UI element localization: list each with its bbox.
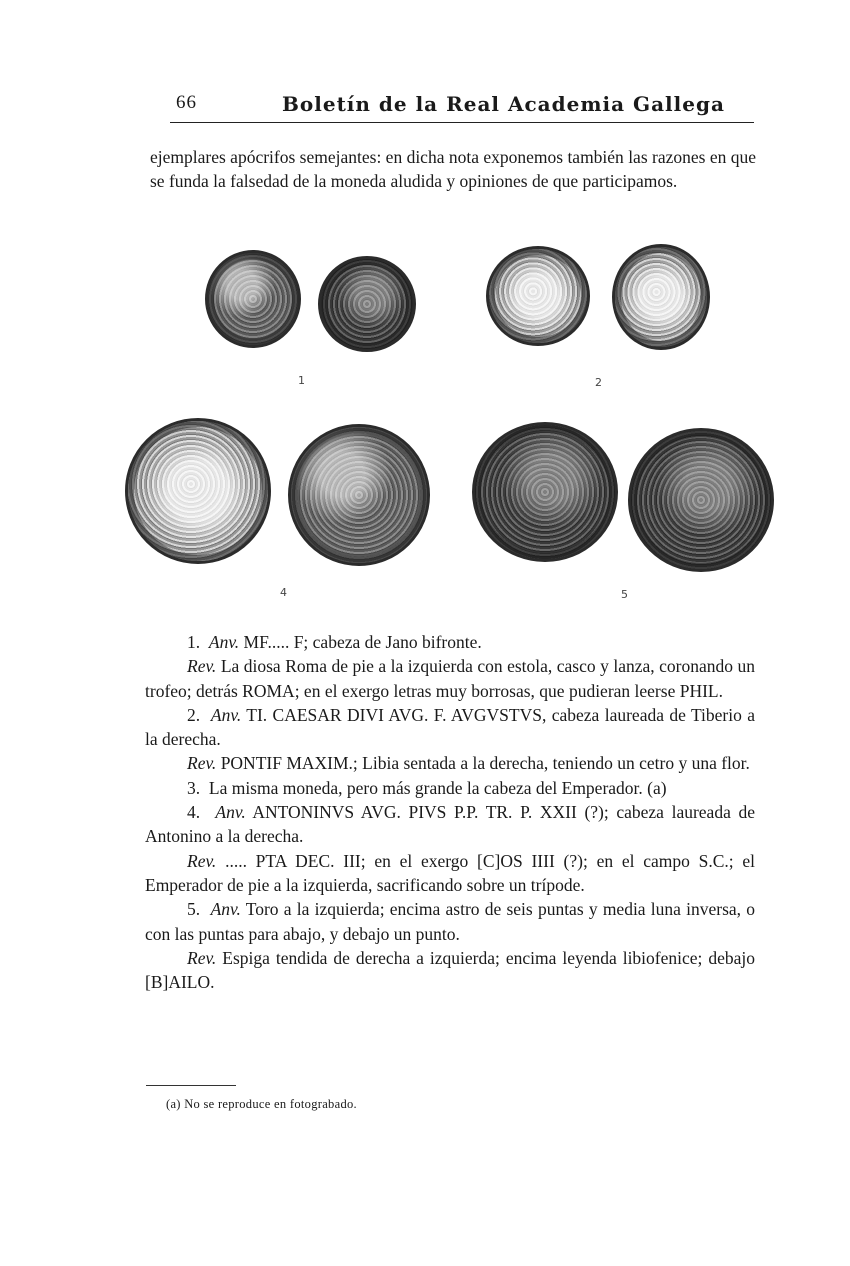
coin-descriptions <box>145 630 755 994</box>
entry-4-anv: 4. Anv. ANTONINVS AVG. PIVS P.P. TR. P. XXII (?); cabeza laureada de Antonino a la derecha. <box>145 802 755 847</box>
entry-1-rev: Rev. La diosa Roma de pie a la izquierda con estola, casco y lanza, coronando un trofeo; detrás ROMA; en el exergo letras muy borrosas, que pudieran leerse PHIL. <box>145 656 756 701</box>
header-rule <box>170 122 754 123</box>
intro-text: ejemplares apócrifos semejantes: en dicha nota exponemos también las razones en que se funda la falsedad de la moneda aludida y opiniones de que participamos. <box>150 147 756 191</box>
intro-paragraph <box>150 145 756 193</box>
coin-2-reverse <box>612 244 710 350</box>
entry-4-rev: Rev. ..... PTA DEC. III; en el exergo [C]OS IIII (?); en el campo S.C.; el Emperador de pie a la izquierda, sacrificando sobre un trípode. <box>145 850 755 895</box>
plate-label-4: 4 <box>280 586 287 599</box>
coin-2-obverse <box>486 246 590 346</box>
plate-label-2: 2 <box>595 376 602 389</box>
plate-label-5: 5 <box>621 588 628 601</box>
coin-5-obverse <box>628 428 774 572</box>
entry-3: 3. La misma moneda, pero más grande la cabeza del Emperador. (a) <box>187 777 667 798</box>
footnote: (a) No se reproduce en fotograbado. <box>166 1097 357 1111</box>
entry-5-rev: Rev. Espiga tendida de derecha a izquierda; encima leyenda libiofenice; debajo [B]AILO. <box>145 947 756 993</box>
coin-1-reverse <box>318 256 416 352</box>
entry-1-anv: 1. Anv. MF..... F; cabeza de Jano bifronte. <box>187 632 482 652</box>
coin-1-obverse <box>205 250 301 348</box>
page-number: 66 <box>176 92 197 113</box>
entry-2-rev: Rev. PONTIF MAXIM.; Libia sentada a la derecha, teniendo un cetro y una flor. <box>187 753 750 774</box>
coin-5-reverse <box>472 422 618 562</box>
entry-5-anv: 5. Anv. Toro a la izquierda; encima astro de seis puntas y media luna inversa, o con las puntas para abajo, y debajo un punto. <box>145 899 756 944</box>
entry-2-anv: 2. Anv. TI. CAESAR DIVI AVG. F. AVGVSTVS, cabeza laureada de Tiberio a la derecha. <box>145 704 755 750</box>
coin-4-obverse <box>125 418 271 564</box>
running-title: Boletín de la Real Academia Gallega <box>282 92 725 116</box>
plate-label-1: 1 <box>298 374 305 387</box>
coin-4-reverse <box>288 424 430 566</box>
footnote-rule <box>146 1085 236 1086</box>
